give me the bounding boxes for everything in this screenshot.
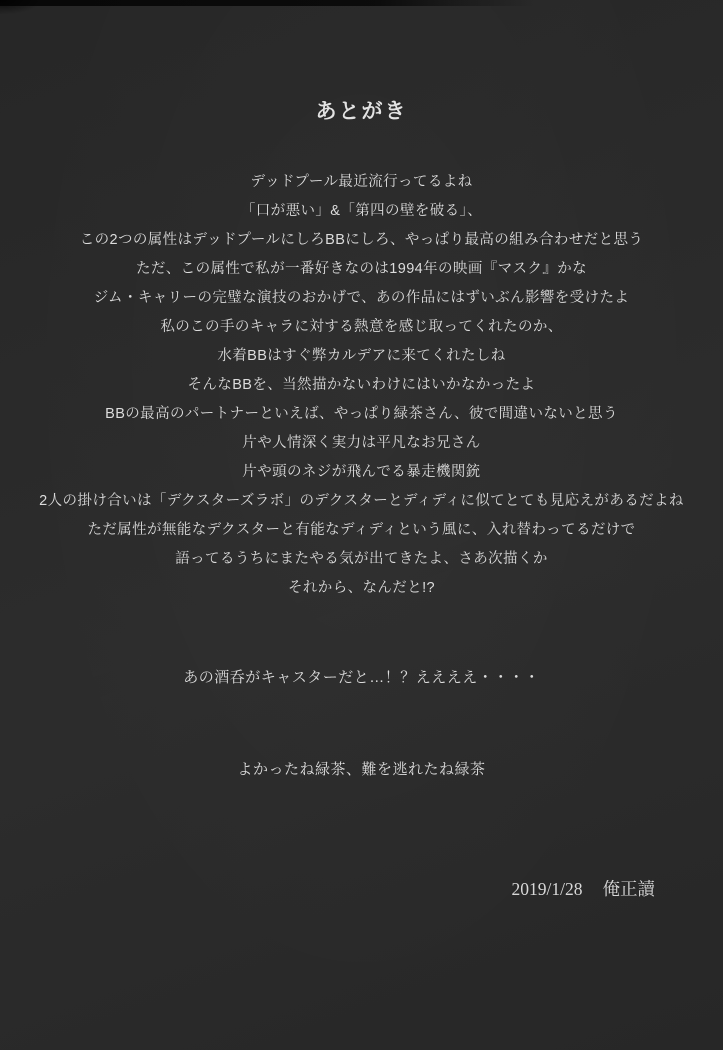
- afterword-line: ジム・キャリーの完璧な演技のおかげで、あの作品にはずいぶん影響を受けたよ: [93, 290, 630, 306]
- signature-block: [512, 876, 655, 901]
- afterword-line: そんなBBを、当然描かないわけにはいかなかったよ: [187, 377, 536, 393]
- afterword-exclamation-line: あの酒呑がキャスターだと…！？ええええ・・・・: [183, 669, 540, 686]
- signature-author: 俺正讀: [602, 879, 655, 899]
- afterword-line: この2つの属性はデッドプールにしろBBにしろ、やっぱり最高の組み合わせだと思う: [79, 232, 644, 248]
- afterword-text-block: [0, 168, 723, 603]
- afterword-line: 片や頭のネジが飛んでる暴走機関銃: [242, 464, 481, 480]
- afterword-line: デッドプール最近流行ってるよね: [250, 174, 473, 190]
- afterword-line: 片や人情深く実力は平凡なお兄さん: [242, 435, 481, 451]
- afterword-closing-line: よかったね緑茶、難を逃れたね緑茶: [237, 761, 486, 778]
- afterword-line: 2人の掛け合いは「デクスターズラボ」のデクスターとディディに似てとても見応えがあるだよね: [39, 493, 684, 509]
- signature-date: 2019/1/28: [511, 879, 583, 899]
- afterword-line: BBの最高のパートナーといえば、やっぱり緑茶さん、彼で間違いないと思う: [105, 406, 618, 422]
- afterword-line: 私のこの手のキャラに対する熱意を感じ取ってくれたのか、: [160, 319, 563, 335]
- afterword-line: 「口が悪い」&「第四の壁を破る」、: [240, 203, 483, 219]
- afterword-line: ただ属性が無能なデクスターと有能なディディという風に、入れ替わってるだけで: [87, 522, 636, 538]
- scan-edge-artifact: [0, 0, 535, 6]
- scan-corner-artifact: [0, 0, 40, 14]
- afterword-line: ただ、この属性で私が一番好きなのは1994年の映画『マスク』かな: [135, 261, 588, 277]
- afterword-line: 水着BBはすぐ弊カルデアに来てくれたしね: [217, 348, 506, 364]
- afterword-line: 語ってるうちにまたやる気が出てきたよ、さあ次描くか: [175, 551, 548, 567]
- afterword-line: それから、なんだと!?: [288, 580, 435, 596]
- page-title: あとがき: [315, 100, 408, 123]
